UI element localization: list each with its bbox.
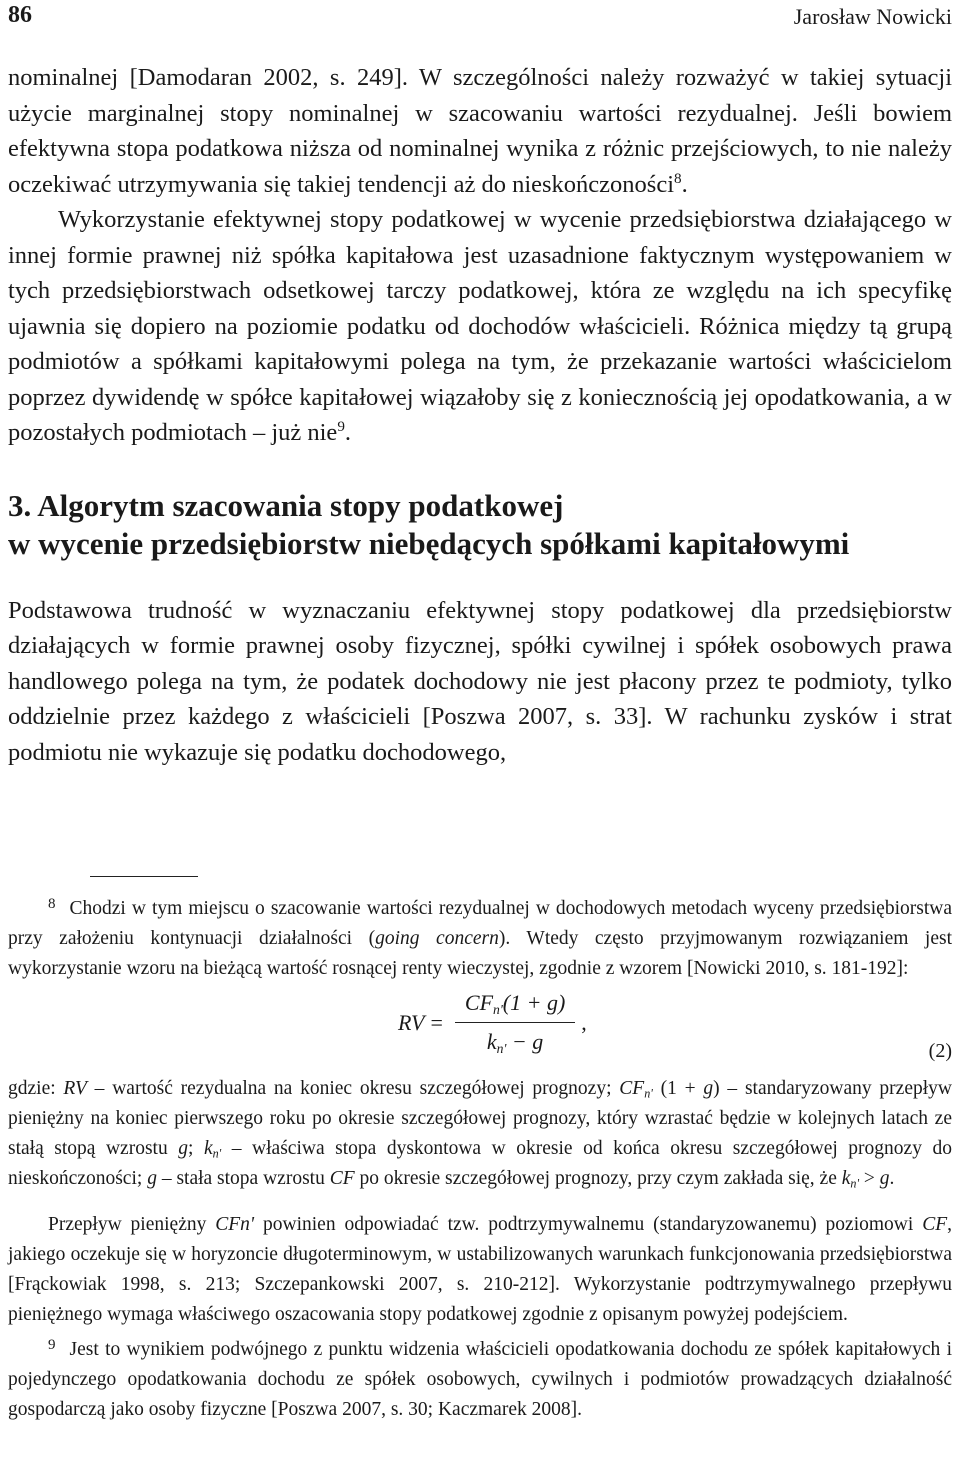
paragraph-2-text: Wykorzystanie efektywnej stopy podatkowej w wycenie przedsiębiorstwa działającego w innej formie prawnej niż spółka kapitałowa jest uzasadnione faktycznym występowaniem w tych przedsiębiorstwach odsetkowej tarczy podatkowej, która ze względu na ich specyfikę ujawnia się dopiero na poziomie podatku od dochodów właścicieli. Różnica między tą grupą podmiotów a spółkami kapitałowymi polega na tym, że przekazanie wartości właścicielom poprzez dywidendę w spółce kapitałowej wiązałoby się z koniecznością jej opodatkowania, a w pozostałych podmiotach – już nie (8, 206, 952, 446)
footnote-8-mark: 8 (48, 896, 56, 912)
where-g: g (178, 1138, 188, 1159)
paragraph-3: Podstawowa trudność w wyznaczaniu efektywnej stopy podatkowej dla przedsiębiorstw działających w formie prawnej osoby fizycznej, spółki cywilnej i spółek osobowych prawa handlowego polega na tym, że podatek dochodowy nie jest płacony przez te podmioty, tylko oddzielnie przez każdego z właścicieli [Poszwa 2007, s. 33]. W rachunku zysków i strat podmiotu nie wykazuje się podatku dochodowego, (8, 596, 952, 766)
footnote-8-italic: going concern (375, 928, 499, 949)
section-heading (8, 487, 952, 563)
footnote-9-text: Jest to wynikiem podwójnego z punktu widzenia właścicieli opodatkowania dochodu ze spółek kapitałowych i pojedynczego opodatkowania dochodu ze spółek osobowych, cywilnych i podmiotów prowadzących działalność gospodarczą jako osoby fizyczne [Poszwa 2007, s. 30; Kaczmarek 2008]. (8, 1339, 952, 1420)
where-cf-sub: n' (644, 1086, 653, 1101)
footnote-8 (8, 889, 952, 984)
where-text: – stała stopa wzrostu (156, 1168, 330, 1189)
footnote-9-mark: 9 (48, 1337, 56, 1353)
section-heading-line-2: w wycenie przedsiębiorstw niebędących spółkami kapitałowymi (8, 525, 850, 561)
where-text: > (859, 1168, 880, 1189)
where-g: g (147, 1168, 157, 1189)
formula-denominator (477, 1023, 553, 1057)
section-heading-line-1: 3. Algorytm szacowania stopy podatkowej (8, 487, 564, 523)
paragraph-2 (8, 202, 952, 451)
fn8-p2-text: , jakiego oczekuje się w horyzoncie długoterminowym, w ustabilizowanych warunkach funkcjonowania przedsiębiorstwa [Frąckowiak 1998, s. 213; Szczepankowski 2007, s. 210-212]. Wykorzystanie podtrzymywalnego przepływu pieniężnego wymaga właściwego oszacowania stopy podatkowej zgodnie z opisanym powyżej podejściem. (8, 1214, 952, 1325)
where-k: k (841, 1168, 851, 1189)
formula-fraction (455, 988, 575, 1057)
paragraph-1-end: . (681, 170, 688, 198)
where-text: – właściwa stopa dyskontowa w okresie od końca okresu szczegółowej prognozy do nieskończoności; (8, 1138, 952, 1189)
where-k-sub: n' (850, 1176, 860, 1191)
footnote-8-text-b: ). Wtedy często przyjmowanym rozwiązaniem jest wykorzystanie wzoru na bieżącą wartość rosnącej renty wieczystej, zgodnie z wzorem [Nowicki 2010, s. 181-192]: (8, 928, 952, 979)
where-text: . (889, 1168, 895, 1189)
where-text: – wartość rezydualna na koniec okresu szczegółowej prognozy; (86, 1078, 620, 1099)
where-rv: RV (63, 1078, 87, 1099)
formula-trailing-comma: , (581, 1009, 587, 1035)
fn8-p2-cf: CF (922, 1214, 948, 1235)
where-text: ; (188, 1138, 204, 1159)
residual-value-formula (398, 988, 587, 1057)
where-cf: CF (329, 1168, 355, 1189)
where-text: (1 + (652, 1078, 704, 1099)
formula-lhs: RV (398, 1009, 425, 1035)
footnote-9 (8, 1330, 952, 1425)
paragraph-2-end: . (344, 419, 352, 446)
footnotes (8, 876, 952, 1425)
fn8-p2-text: Przepływ pieniężny (48, 1214, 216, 1235)
formula-equals: = (430, 1009, 443, 1035)
page-number: 86 (8, 2, 32, 28)
where-k-sub: n' (212, 1146, 222, 1161)
formula-cf-subscript: n' (493, 1002, 503, 1018)
formula-minus-g: − g (506, 1029, 544, 1054)
footnote-ref-8[interactable]: 8 (674, 169, 682, 187)
spacer (8, 1194, 952, 1210)
fn8-p2-cfn: CFn' (215, 1214, 255, 1235)
where-k: k (203, 1138, 213, 1159)
paragraph-1 (8, 60, 952, 202)
footnote-8-paragraph-2 (8, 1210, 952, 1330)
equation-number: (2) (928, 1040, 952, 1062)
where-cf: CF (619, 1078, 645, 1099)
formula-k: k (486, 1029, 497, 1054)
formula-k-subscript: n' (496, 1041, 507, 1057)
fn8-p2-text: powinien odpowiadać tzw. podtrzymywalnemu (standaryzowanemu) poziomowi (254, 1214, 923, 1235)
formula-growth-factor: (1 + g) (502, 990, 566, 1015)
footnote-ref-9[interactable]: 9 (337, 417, 345, 435)
where-text: po okresie szczegółowej prognozy, przy czym zakłada się, że (354, 1168, 842, 1189)
where-text: ) – standaryzowany przepływ pieniężny na koniec pierwszego roku po okresie szczegółowej prognozy, który wzrastać będzie w kolejnych latach ze stałą stopą wzrostu (8, 1078, 952, 1159)
formula-block (8, 984, 952, 1074)
running-head-author: Jarosław Nowicki (793, 4, 952, 29)
formula-explanation (8, 1074, 952, 1194)
footnote-divider (90, 876, 198, 877)
formula-cf: CF (464, 990, 494, 1015)
paragraph-1-text: nominalnej [Damodaran 2002, s. 249]. W szczególności należy rozważyć w takiej sytuacji użycie marginalnej stopy nominalnej w szacowaniu wartości rezydualnej. Jeśli bowiem efektywna stopa podatkowa niższa od nominalnej wynika z różnic przejściowych, to nie należy oczekiwać utrzymywania się takiej tendencji aż do nieskończoności (8, 64, 952, 198)
page-header (8, 2, 952, 30)
formula-numerator (455, 988, 575, 1023)
where-text: gdzie: (8, 1078, 64, 1099)
where-g: g (879, 1168, 890, 1189)
where-g: g (703, 1078, 714, 1099)
main-text (8, 60, 952, 770)
footnote-8-text-a: Chodzi w tym miejscu o szacowanie wartości rezydualnej w dochodowych metodach wyceny przedsiębiorstwa przy założeniu kontynuacji działalności ( (8, 898, 952, 949)
